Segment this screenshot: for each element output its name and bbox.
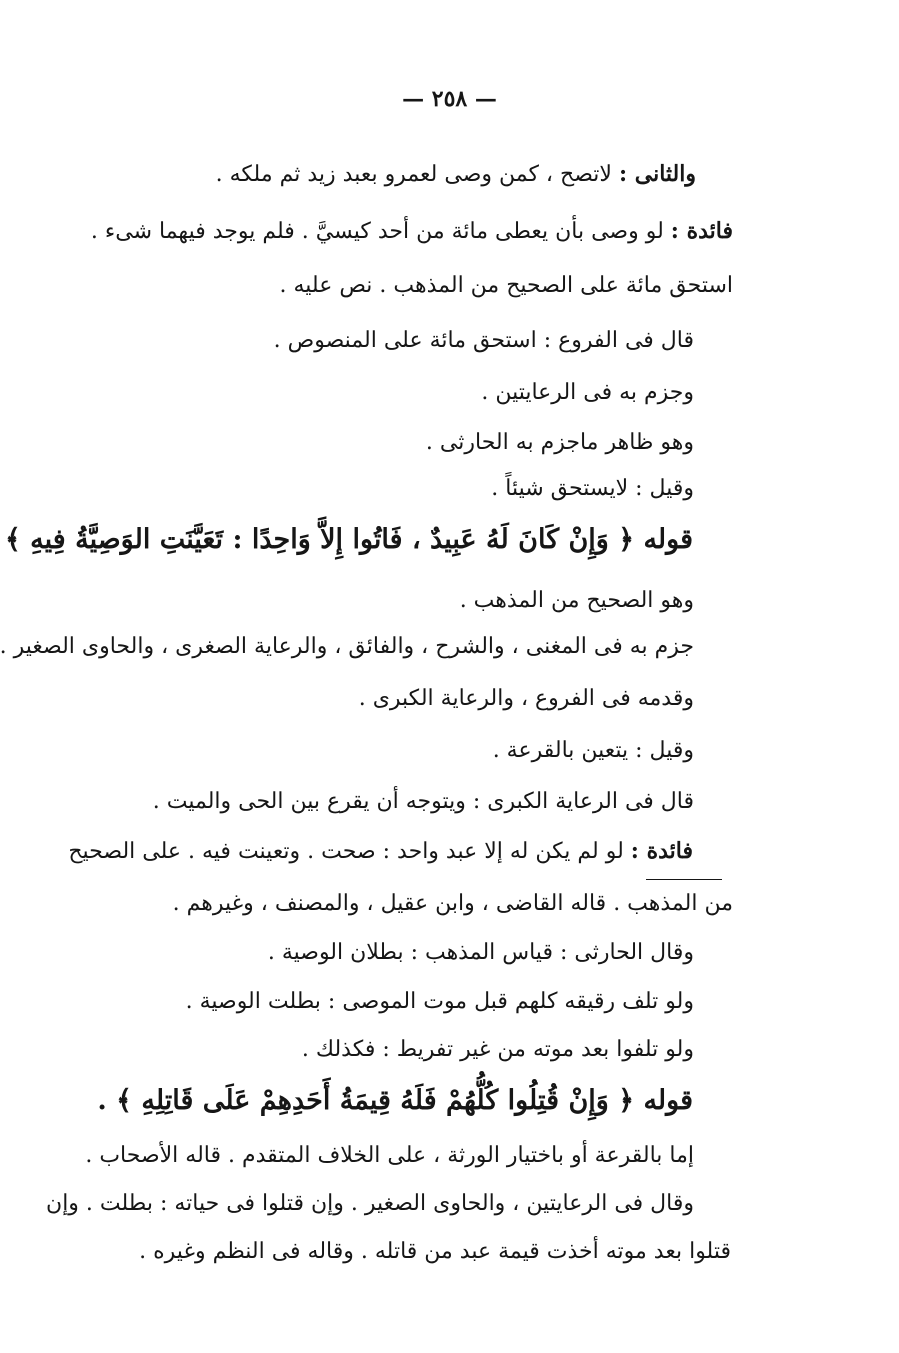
text-line [44,1140,694,1171]
text-line [91,1236,731,1267]
line-text: وقدمه فى الفروع ، والرعاية الكبرى . [358,686,694,711]
line-text: وهو ظاهر ماجزم به الحارثى . [425,430,694,455]
text-line [134,473,694,504]
line-text: وجزم به فى الرعايتين . [481,380,694,405]
text-line [134,377,694,408]
text-line [134,325,694,356]
line-text: وقيل : لايستحق شيئاً . [491,476,694,501]
line-lead: فائدة : [630,838,693,864]
line-text: ولو تلف رقيقه كلهم قبل موت الموصى : بطلت الوصية . [185,989,694,1014]
text-line [134,683,694,714]
line-text: وقيل : يتعين بالقرعة . [492,738,694,763]
line-text: قال فى الفروع : استحق مائة على المنصوص . [273,328,694,353]
text-line [90,216,733,247]
line-text: لو وصى بأن يعطى مائة من أحد كيسيَّ . فلم يوجد فيهما شىء . [90,219,671,244]
line-text: ﴿ وَإِنْ كَانَ لَهُ عَبِيدٌ ، فَاتُوا إِلاَّ وَاحِدًا : تَعَيَّنَتِ الوَصِيَّةُ فِيهِ ﴾ [4,524,644,555]
text-line [134,427,694,458]
text-line [34,786,694,817]
line-lead: قوله [643,1085,693,1116]
text-line [134,585,694,616]
page-number: — ٢٥٨ — [402,86,497,112]
text-line [134,735,694,766]
line-lead: قوله [643,524,693,555]
underline-mark [646,879,722,880]
line-text: وهو الصحيح من المذهب . [459,588,694,613]
text-line [134,986,694,1017]
line-lead: والثانى : [618,161,696,187]
line-text: وقال الحارثى : قياس المذهب : بطلان الوصية . [267,940,694,965]
text-line [0,631,694,662]
text-line [134,1034,694,1065]
line-text: وقال فى الرعايتين ، والحاوى الصغير . وإن قتلوا فى حياته : بطلت . وإن [46,1191,694,1216]
line-text: جزم به فى المغنى ، والشرح ، والفائق ، والرعاية الصغرى ، والحاوى الصغير . [0,634,694,659]
line-lead: فائدة : [670,218,733,244]
text-line [133,270,733,301]
text-line [93,888,733,919]
text-line [166,159,696,190]
text-line [43,836,693,867]
text-line [134,937,694,968]
text-line [4,522,693,558]
line-text: ولو تلفوا بعد موته من غير تفريط : فكذلك . [301,1037,694,1062]
line-text: لو لم يكن له إلا عبد واحد : صحت . وتعينت فيه . على الصحيح [68,839,631,864]
text-line [34,1188,694,1219]
text-line [93,1083,693,1119]
line-text: إما بالقرعة أو باختيار الورثة ، على الخلاف المتقدم . قاله الأصحاب . [85,1143,694,1168]
line-text: ﴿ وَإِنْ قُتِلُوا كُلُّهُمْ فَلَهُ قِيمَةُ أَحَدِهِمْ عَلَى قَاتِلِهِ ﴾ . [97,1085,644,1116]
line-text: استحق مائة على الصحيح من المذهب . نص عليه . [279,273,733,298]
line-text: لاتصح ، كمن وصى لعمرو بعبد زيد ثم ملكه . [215,162,619,187]
line-text: من المذهب . قاله القاضى ، وابن عقيل ، والمصنف ، وغيرهم . [172,891,733,916]
line-text: قتلوا بعد موته أخذت قيمة عبد من قاتله . وقاله فى النظم وغيره . [139,1239,731,1264]
line-text: قال فى الرعاية الكبرى : ويتوجه أن يقرع بين الحى والميت . [152,789,694,814]
